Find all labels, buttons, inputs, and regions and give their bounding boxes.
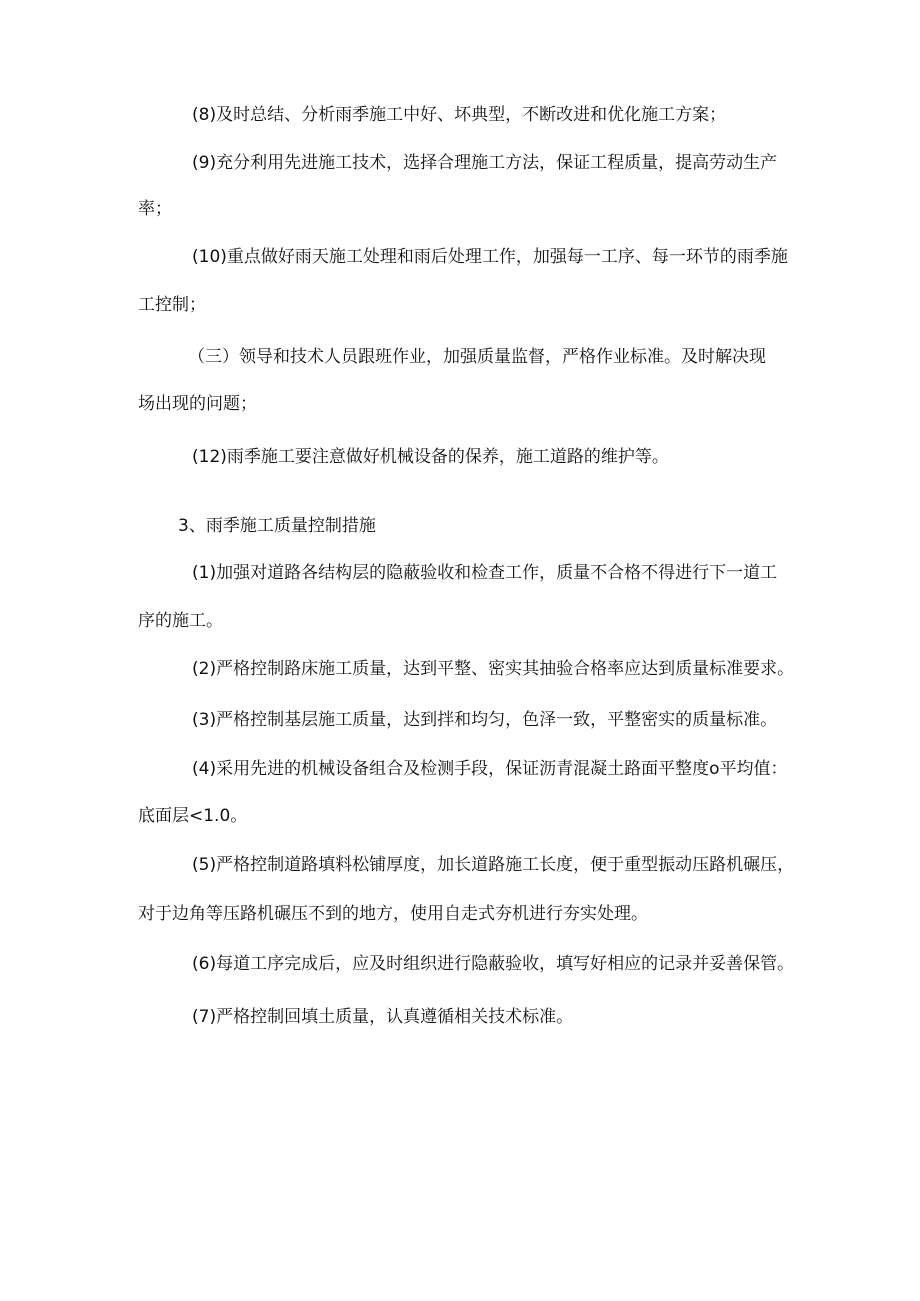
- section-heading-3: 3、雨季施工质量控制措施: [178, 516, 376, 536]
- quality-item-3-line-1: (3)严格控制基层施工质量，达到拌和均匀，色泽一致，平整密实的质量标准。: [192, 710, 778, 730]
- quality-item-6-line-1: (6)每道工序完成后，应及时组织进行隐蔽验收，填写好相应的记录并妥善保管。: [192, 954, 795, 974]
- paragraph-9-line-1: (9)充分利用先进施工技术，选择合理施工方法，保证工程质量，提高劳动生产: [192, 153, 778, 173]
- quality-item-1-line-1: (1)加强对道路各结构层的隐蔽验收和检查工作，质量不合格不得进行下一道工: [192, 563, 778, 583]
- paragraph-9-line-2: 率；: [138, 199, 172, 219]
- paragraph-10-line-1: (10)重点做好雨天施工处理和雨后处理工作，加强每一工序、每一环节的雨季施: [192, 247, 788, 267]
- paragraph-11-line-2: 场出现的问题；: [138, 394, 257, 414]
- quality-item-4-line-1: (4)采用先进的机械设备组合及检测手段，保证沥青混凝土路面平整度o平均值：: [192, 759, 788, 779]
- quality-item-2-line-1: (2)严格控制路床施工质量，达到平整、密实其抽验合格率应达到质量标准要求。: [192, 659, 795, 679]
- quality-item-4-line-2: 底面层<1.0。: [138, 806, 248, 826]
- quality-item-5-line-2: 对于边角等压路机碾压不到的地方，使用自走式夯机进行夯实处理。: [138, 904, 648, 924]
- paragraph-11-line-1: （三）领导和技术人员跟班作业，加强质量监督，严格作业标准。及时解决现: [188, 347, 766, 367]
- paragraph-12-line-1: (12)雨季施工要注意做好机械设备的保养，施工道路的维护等。: [192, 447, 669, 467]
- paragraph-10-line-2: 工控制；: [138, 295, 206, 315]
- quality-item-7-line-1: (7)严格控制回填土质量，认真遵循相关技术标准。: [192, 1007, 574, 1027]
- quality-item-1-line-2: 序的施工。: [138, 611, 223, 631]
- quality-item-5-line-1: (5)严格控制道路填料松铺厚度，加长道路施工长度，便于重型振动压路机碾压，: [192, 855, 795, 875]
- paragraph-8-line-1: (8)及时总结、分析雨季施工中好、坏典型，不断改进和优化施工方案；: [192, 105, 727, 125]
